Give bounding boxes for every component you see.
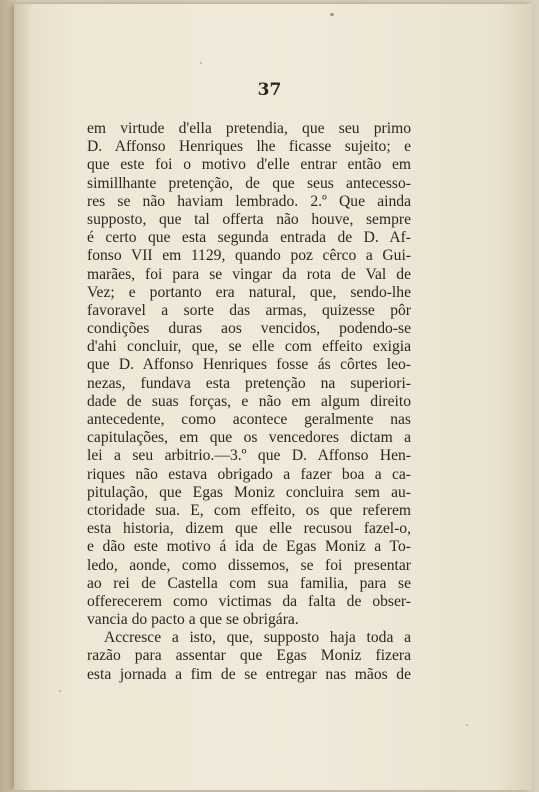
page-number: 37 [257,80,282,100]
text-line: nezas, fundava esta pretenção na superiori- [87,374,411,392]
text-line: d'ahi concluir, que, se elle com effeito exigia [87,338,411,356]
text-line: marães, foi para se vingar da rota de Val de [87,265,411,283]
text-line: e dão este motivo á ida de Egas Moniz a To- [87,538,411,556]
text-line: em virtude d'ella pretendia, que seu primo [87,120,411,137]
text-line: lei a seu arbitrio.—3.º que D. Affonso Hen- [87,447,411,465]
text-line: Vez; e portanto era natural, que, sendo-lhe [87,283,411,301]
text-line: dade de suas forças, e não em algum direito [87,392,411,410]
text-line: supposto, que tal offerta não houve, sempre [87,210,411,228]
text-line: D. Affonso Henriques lhe ficasse sujeito; e [87,138,411,156]
text-line: razão para assentar que Egas Moniz fizera [87,647,411,665]
paper-speck [59,690,61,692]
text-line: res se não haviam lembrado. 2.º Que ainda [87,192,411,210]
text-line: offerecerem como victimas da falta de obser- [87,592,411,610]
text-line: esta jornada a fim de se entregar nas mãos de [87,665,411,683]
text-line: vancia do pacto a que se obrigára. [87,611,299,629]
text-line: simillhante pretenção, de que seus antecesso- [87,174,411,192]
text-line: ctoridade sua. E, com effeito, os que referem [87,501,411,519]
text-line: esta historia, dizem que elle recusou fazel-o, [87,520,411,538]
text-line: que este foi o motivo d'elle entrar então em [87,156,411,174]
text-line: pitulação, que Egas Moniz concluira sem au- [87,483,411,501]
text-line: é certo que esta segunda entrada de D. Af- [87,229,411,247]
text-line: ao rei de Castella com sua familia, para se [87,574,411,592]
paper-speck [330,13,334,16]
text-line: riques não estava obrigado a fazer boa a ca- [87,465,411,483]
paper-speck [466,724,468,726]
text-line: capitulações, em que os vencedores dictam a [87,429,411,447]
text-line: que D. Affonso Henriques fosse ás côrtes leo- [87,356,411,374]
text-line: ledo, aonde, como dissemos, se foi presentar [87,556,411,574]
text-line: antecedente, como acontece geralmente nas [87,411,411,428]
text-line: favoravel a sorte das armas, quizesse pôr [87,301,411,319]
paper-speck [200,62,202,64]
body-text [87,120,411,684]
text-line: fonso VII em 1129, quando poz cêrco a Gui- [87,247,411,265]
text-line: Accresce a isto, que, supposto haja toda a [104,629,411,647]
text-line: condições duras aos vencidos, podendo-se [87,320,411,338]
